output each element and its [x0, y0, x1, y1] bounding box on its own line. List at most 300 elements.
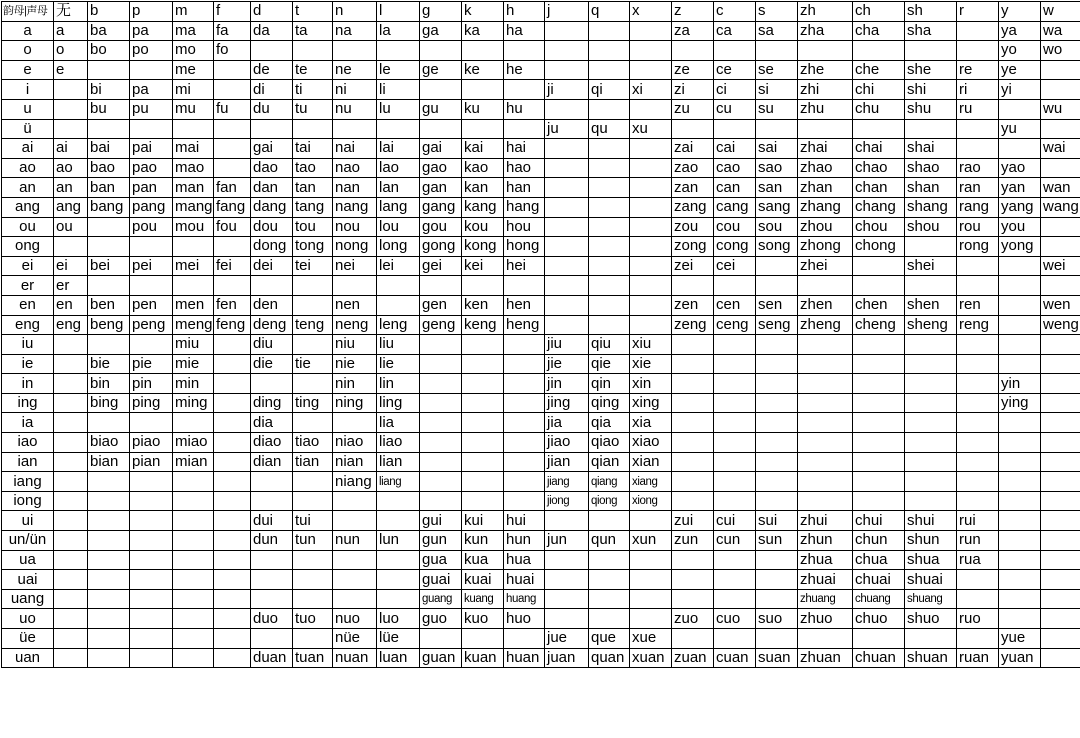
- syllable-cell: [420, 433, 462, 453]
- syllable-cell: li: [377, 80, 420, 100]
- syllable-cell: leng: [377, 315, 420, 335]
- syllable-cell: man: [173, 178, 214, 198]
- syllable-cell: [1041, 589, 1080, 609]
- final-label: a: [2, 21, 54, 41]
- syllable-cell: [545, 276, 589, 296]
- syllable-cell: yin: [999, 374, 1041, 394]
- syllable-cell: chua: [853, 550, 905, 570]
- syllable-cell: [462, 119, 504, 139]
- syllable-cell: [798, 374, 853, 394]
- syllable-cell: [545, 511, 589, 531]
- syllable-cell: [999, 570, 1041, 590]
- syllable-cell: [957, 472, 999, 492]
- syllable-cell: [333, 491, 377, 511]
- syllable-cell: ru: [957, 99, 999, 119]
- syllable-cell: quan: [589, 648, 630, 668]
- syllable-cell: [905, 433, 957, 453]
- syllable-cell: [173, 237, 214, 257]
- syllable-cell: ci: [714, 80, 756, 100]
- syllable-cell: shang: [905, 197, 957, 217]
- syllable-cell: cuo: [714, 609, 756, 629]
- syllable-cell: [714, 550, 756, 570]
- syllable-cell: sang: [756, 197, 798, 217]
- syllable-cell: [88, 609, 130, 629]
- syllable-cell: miu: [173, 335, 214, 355]
- syllable-cell: zhua: [798, 550, 853, 570]
- syllable-cell: ti: [293, 80, 333, 100]
- syllable-cell: pian: [130, 452, 173, 472]
- table-row: [2, 21, 1080, 41]
- syllable-cell: tian: [293, 452, 333, 472]
- syllable-cell: [714, 393, 756, 413]
- syllable-cell: [957, 433, 999, 453]
- syllable-cell: [54, 433, 88, 453]
- syllable-cell: qi: [589, 80, 630, 100]
- syllable-cell: qiong: [589, 491, 630, 511]
- syllable-cell: jin: [545, 374, 589, 394]
- table-row: [2, 99, 1080, 119]
- syllable-cell: rui: [957, 511, 999, 531]
- syllable-cell: [672, 452, 714, 472]
- final-label: i: [2, 80, 54, 100]
- syllable-cell: [214, 433, 251, 453]
- syllable-cell: [420, 276, 462, 296]
- syllable-cell: wai: [1041, 139, 1080, 159]
- syllable-cell: fu: [214, 99, 251, 119]
- final-label: an: [2, 178, 54, 198]
- syllable-cell: zhen: [798, 295, 853, 315]
- syllable-cell: den: [251, 295, 293, 315]
- syllable-cell: [54, 335, 88, 355]
- syllable-cell: [333, 119, 377, 139]
- syllable-cell: mo: [173, 41, 214, 61]
- syllable-cell: [1041, 217, 1080, 237]
- syllable-cell: [756, 491, 798, 511]
- syllable-cell: an: [54, 178, 88, 198]
- syllable-cell: rou: [957, 217, 999, 237]
- syllable-cell: liang: [377, 472, 420, 492]
- syllable-cell: [1041, 648, 1080, 668]
- syllable-cell: nin: [333, 374, 377, 394]
- syllable-cell: [630, 99, 672, 119]
- syllable-cell: [853, 354, 905, 374]
- syllable-cell: chao: [853, 158, 905, 178]
- syllable-cell: niao: [333, 433, 377, 453]
- syllable-cell: que: [589, 629, 630, 649]
- syllable-cell: xin: [630, 374, 672, 394]
- syllable-cell: [714, 413, 756, 433]
- syllable-cell: tong: [293, 237, 333, 257]
- syllable-cell: [714, 472, 756, 492]
- syllable-cell: [630, 276, 672, 296]
- syllable-cell: [714, 374, 756, 394]
- syllable-cell: [589, 256, 630, 276]
- syllable-cell: [420, 354, 462, 374]
- syllable-cell: ke: [462, 60, 504, 80]
- final-label: uang: [2, 589, 54, 609]
- table-row: [2, 315, 1080, 335]
- final-label: ie: [2, 354, 54, 374]
- syllable-cell: hao: [504, 158, 545, 178]
- syllable-cell: te: [293, 60, 333, 80]
- syllable-cell: hun: [504, 531, 545, 551]
- syllable-cell: [130, 531, 173, 551]
- syllable-cell: sun: [756, 531, 798, 551]
- syllable-cell: [999, 354, 1041, 374]
- syllable-cell: [853, 256, 905, 276]
- syllable-cell: [999, 295, 1041, 315]
- syllable-cell: [54, 452, 88, 472]
- syllable-cell: qin: [589, 374, 630, 394]
- syllable-cell: [957, 139, 999, 159]
- syllable-cell: zheng: [798, 315, 853, 335]
- syllable-cell: sai: [756, 139, 798, 159]
- syllable-cell: lian: [377, 452, 420, 472]
- syllable-cell: gei: [420, 256, 462, 276]
- syllable-cell: kei: [462, 256, 504, 276]
- table-row: [2, 570, 1080, 590]
- syllable-cell: shuai: [905, 570, 957, 590]
- final-label: ui: [2, 511, 54, 531]
- syllable-cell: zhai: [798, 139, 853, 159]
- syllable-cell: [173, 119, 214, 139]
- syllable-cell: [420, 491, 462, 511]
- table-row: [2, 452, 1080, 472]
- syllable-cell: [589, 276, 630, 296]
- syllable-cell: [756, 335, 798, 355]
- syllable-cell: [130, 237, 173, 257]
- syllable-cell: [214, 413, 251, 433]
- syllable-cell: [957, 374, 999, 394]
- syllable-cell: [630, 178, 672, 198]
- syllable-cell: [251, 276, 293, 296]
- syllable-cell: [88, 413, 130, 433]
- syllable-cell: [333, 550, 377, 570]
- syllable-cell: diu: [251, 335, 293, 355]
- syllable-cell: [173, 276, 214, 296]
- syllable-cell: nu: [333, 99, 377, 119]
- syllable-cell: shai: [905, 139, 957, 159]
- syllable-cell: ming: [173, 393, 214, 413]
- syllable-cell: [1041, 511, 1080, 531]
- syllable-cell: [377, 276, 420, 296]
- syllable-cell: meng: [173, 315, 214, 335]
- syllable-cell: [999, 531, 1041, 551]
- syllable-cell: ai: [54, 139, 88, 159]
- initial-header: j: [545, 2, 589, 22]
- syllable-cell: lin: [377, 374, 420, 394]
- syllable-cell: [130, 511, 173, 531]
- syllable-cell: [214, 550, 251, 570]
- syllable-cell: nan: [333, 178, 377, 198]
- syllable-cell: [420, 452, 462, 472]
- syllable-cell: lou: [377, 217, 420, 237]
- syllable-cell: [905, 335, 957, 355]
- syllable-cell: [905, 374, 957, 394]
- syllable-cell: [756, 570, 798, 590]
- syllable-cell: [173, 589, 214, 609]
- syllable-cell: [905, 41, 957, 61]
- table-row: [2, 354, 1080, 374]
- syllable-cell: [1041, 80, 1080, 100]
- syllable-cell: [905, 276, 957, 296]
- syllable-cell: yong: [999, 237, 1041, 257]
- syllable-cell: [714, 570, 756, 590]
- syllable-cell: pou: [130, 217, 173, 237]
- syllable-cell: chun: [853, 531, 905, 551]
- table-row: [2, 472, 1080, 492]
- syllable-cell: cu: [714, 99, 756, 119]
- syllable-cell: lao: [377, 158, 420, 178]
- syllable-cell: [957, 276, 999, 296]
- syllable-cell: sou: [756, 217, 798, 237]
- syllable-cell: [630, 609, 672, 629]
- syllable-cell: ran: [957, 178, 999, 198]
- syllable-cell: [589, 315, 630, 335]
- syllable-cell: [630, 197, 672, 217]
- syllable-cell: [756, 452, 798, 472]
- syllable-cell: [756, 589, 798, 609]
- syllable-cell: xu: [630, 119, 672, 139]
- syllable-cell: reng: [957, 315, 999, 335]
- syllable-cell: teng: [293, 315, 333, 335]
- syllable-cell: [293, 589, 333, 609]
- syllable-cell: kou: [462, 217, 504, 237]
- syllable-cell: [420, 41, 462, 61]
- final-label: uo: [2, 609, 54, 629]
- syllable-cell: fou: [214, 217, 251, 237]
- syllable-cell: jing: [545, 393, 589, 413]
- syllable-cell: suan: [756, 648, 798, 668]
- syllable-cell: la: [377, 21, 420, 41]
- syllable-cell: mao: [173, 158, 214, 178]
- syllable-cell: die: [251, 354, 293, 374]
- syllable-cell: chu: [853, 99, 905, 119]
- syllable-cell: shun: [905, 531, 957, 551]
- syllable-cell: [54, 374, 88, 394]
- table-row: [2, 589, 1080, 609]
- initial-header: z: [672, 2, 714, 22]
- syllable-cell: gai: [251, 139, 293, 159]
- syllable-cell: eng: [54, 315, 88, 335]
- syllable-cell: [545, 60, 589, 80]
- syllable-cell: [88, 217, 130, 237]
- syllable-cell: nüe: [333, 629, 377, 649]
- syllable-cell: [214, 158, 251, 178]
- syllable-cell: yao: [999, 158, 1041, 178]
- syllable-cell: dun: [251, 531, 293, 551]
- syllable-cell: shu: [905, 99, 957, 119]
- syllable-cell: [957, 119, 999, 139]
- syllable-cell: [504, 413, 545, 433]
- syllable-cell: yue: [999, 629, 1041, 649]
- syllable-cell: [589, 511, 630, 531]
- syllable-cell: [173, 629, 214, 649]
- initial-header: p: [130, 2, 173, 22]
- syllable-cell: [88, 629, 130, 649]
- table-row: [2, 158, 1080, 178]
- initial-header: sh: [905, 2, 957, 22]
- initial-header: y: [999, 2, 1041, 22]
- syllable-cell: [214, 570, 251, 590]
- syllable-cell: [504, 119, 545, 139]
- syllable-cell: [672, 335, 714, 355]
- syllable-cell: huan: [504, 648, 545, 668]
- table-row: [2, 629, 1080, 649]
- syllable-cell: qing: [589, 393, 630, 413]
- syllable-cell: chou: [853, 217, 905, 237]
- syllable-cell: [756, 374, 798, 394]
- syllable-cell: kui: [462, 511, 504, 531]
- syllable-cell: zhuan: [798, 648, 853, 668]
- syllable-cell: chuan: [853, 648, 905, 668]
- syllable-cell: hui: [504, 511, 545, 531]
- syllable-cell: kuo: [462, 609, 504, 629]
- syllable-cell: guo: [420, 609, 462, 629]
- syllable-cell: guai: [420, 570, 462, 590]
- syllable-cell: si: [756, 80, 798, 100]
- initial-header: q: [589, 2, 630, 22]
- syllable-cell: di: [251, 80, 293, 100]
- table-row: [2, 295, 1080, 315]
- syllable-cell: pin: [130, 374, 173, 394]
- syllable-cell: [130, 491, 173, 511]
- syllable-cell: de: [251, 60, 293, 80]
- syllable-cell: nai: [333, 139, 377, 159]
- syllable-cell: [54, 589, 88, 609]
- final-label: ü: [2, 119, 54, 139]
- syllable-cell: [957, 570, 999, 590]
- table-row: [2, 433, 1080, 453]
- syllable-cell: zan: [672, 178, 714, 198]
- syllable-cell: min: [173, 374, 214, 394]
- initial-header: h: [504, 2, 545, 22]
- syllable-cell: [714, 41, 756, 61]
- syllable-cell: chen: [853, 295, 905, 315]
- initial-header: b: [88, 2, 130, 22]
- syllable-cell: [377, 511, 420, 531]
- syllable-cell: chi: [853, 80, 905, 100]
- initial-header: r: [957, 2, 999, 22]
- syllable-cell: lang: [377, 197, 420, 217]
- syllable-cell: [251, 589, 293, 609]
- syllable-cell: [589, 21, 630, 41]
- syllable-cell: [1041, 570, 1080, 590]
- syllable-cell: [545, 256, 589, 276]
- syllable-cell: [672, 393, 714, 413]
- syllable-cell: [130, 413, 173, 433]
- syllable-cell: liao: [377, 433, 420, 453]
- syllable-cell: fan: [214, 178, 251, 198]
- syllable-cell: ca: [714, 21, 756, 41]
- syllable-cell: [999, 452, 1041, 472]
- syllable-cell: [630, 511, 672, 531]
- syllable-cell: [293, 491, 333, 511]
- header-row: [2, 2, 1080, 22]
- syllable-cell: [293, 374, 333, 394]
- syllable-cell: ren: [957, 295, 999, 315]
- syllable-cell: [714, 589, 756, 609]
- syllable-cell: rong: [957, 237, 999, 257]
- syllable-cell: se: [756, 60, 798, 80]
- syllable-cell: [88, 472, 130, 492]
- syllable-cell: [1041, 60, 1080, 80]
- initial-header: 无: [54, 2, 88, 22]
- syllable-cell: [545, 315, 589, 335]
- syllable-cell: ya: [999, 21, 1041, 41]
- final-label: iu: [2, 335, 54, 355]
- syllable-cell: yang: [999, 197, 1041, 217]
- syllable-cell: ze: [672, 60, 714, 80]
- syllable-cell: [54, 413, 88, 433]
- syllable-cell: mu: [173, 99, 214, 119]
- syllable-cell: men: [173, 295, 214, 315]
- syllable-cell: zuo: [672, 609, 714, 629]
- syllable-cell: [853, 393, 905, 413]
- syllable-cell: tu: [293, 99, 333, 119]
- syllable-cell: [853, 374, 905, 394]
- syllable-cell: jiu: [545, 335, 589, 355]
- syllable-cell: [504, 276, 545, 296]
- syllable-cell: [1041, 550, 1080, 570]
- syllable-cell: o: [54, 41, 88, 61]
- syllable-cell: [756, 119, 798, 139]
- syllable-cell: niang: [333, 472, 377, 492]
- syllable-cell: [798, 276, 853, 296]
- syllable-cell: hua: [504, 550, 545, 570]
- syllable-cell: [214, 139, 251, 159]
- final-label: in: [2, 374, 54, 394]
- syllable-cell: sen: [756, 295, 798, 315]
- corner-header: 韵母|声母: [2, 2, 54, 22]
- syllable-cell: zeng: [672, 315, 714, 335]
- syllable-cell: dia: [251, 413, 293, 433]
- syllable-cell: gao: [420, 158, 462, 178]
- syllable-cell: tan: [293, 178, 333, 198]
- syllable-cell: [1041, 472, 1080, 492]
- syllable-cell: er: [54, 276, 88, 296]
- syllable-cell: [462, 452, 504, 472]
- syllable-cell: en: [54, 295, 88, 315]
- syllable-cell: [589, 197, 630, 217]
- syllable-cell: ge: [420, 60, 462, 80]
- syllable-cell: cao: [714, 158, 756, 178]
- syllable-cell: shao: [905, 158, 957, 178]
- syllable-cell: bin: [88, 374, 130, 394]
- syllable-cell: xue: [630, 629, 672, 649]
- syllable-cell: [293, 41, 333, 61]
- syllable-cell: ji: [545, 80, 589, 100]
- syllable-cell: [589, 217, 630, 237]
- syllable-cell: duo: [251, 609, 293, 629]
- syllable-cell: dan: [251, 178, 293, 198]
- syllable-cell: kuang: [462, 589, 504, 609]
- syllable-cell: gu: [420, 99, 462, 119]
- syllable-cell: [377, 119, 420, 139]
- syllable-cell: [504, 433, 545, 453]
- syllable-cell: [214, 452, 251, 472]
- syllable-cell: seng: [756, 315, 798, 335]
- syllable-cell: cai: [714, 139, 756, 159]
- syllable-cell: pan: [130, 178, 173, 198]
- syllable-cell: zang: [672, 197, 714, 217]
- syllable-cell: sui: [756, 511, 798, 531]
- syllable-cell: jia: [545, 413, 589, 433]
- syllable-cell: zi: [672, 80, 714, 100]
- syllable-cell: san: [756, 178, 798, 198]
- syllable-cell: [214, 354, 251, 374]
- syllable-cell: pang: [130, 197, 173, 217]
